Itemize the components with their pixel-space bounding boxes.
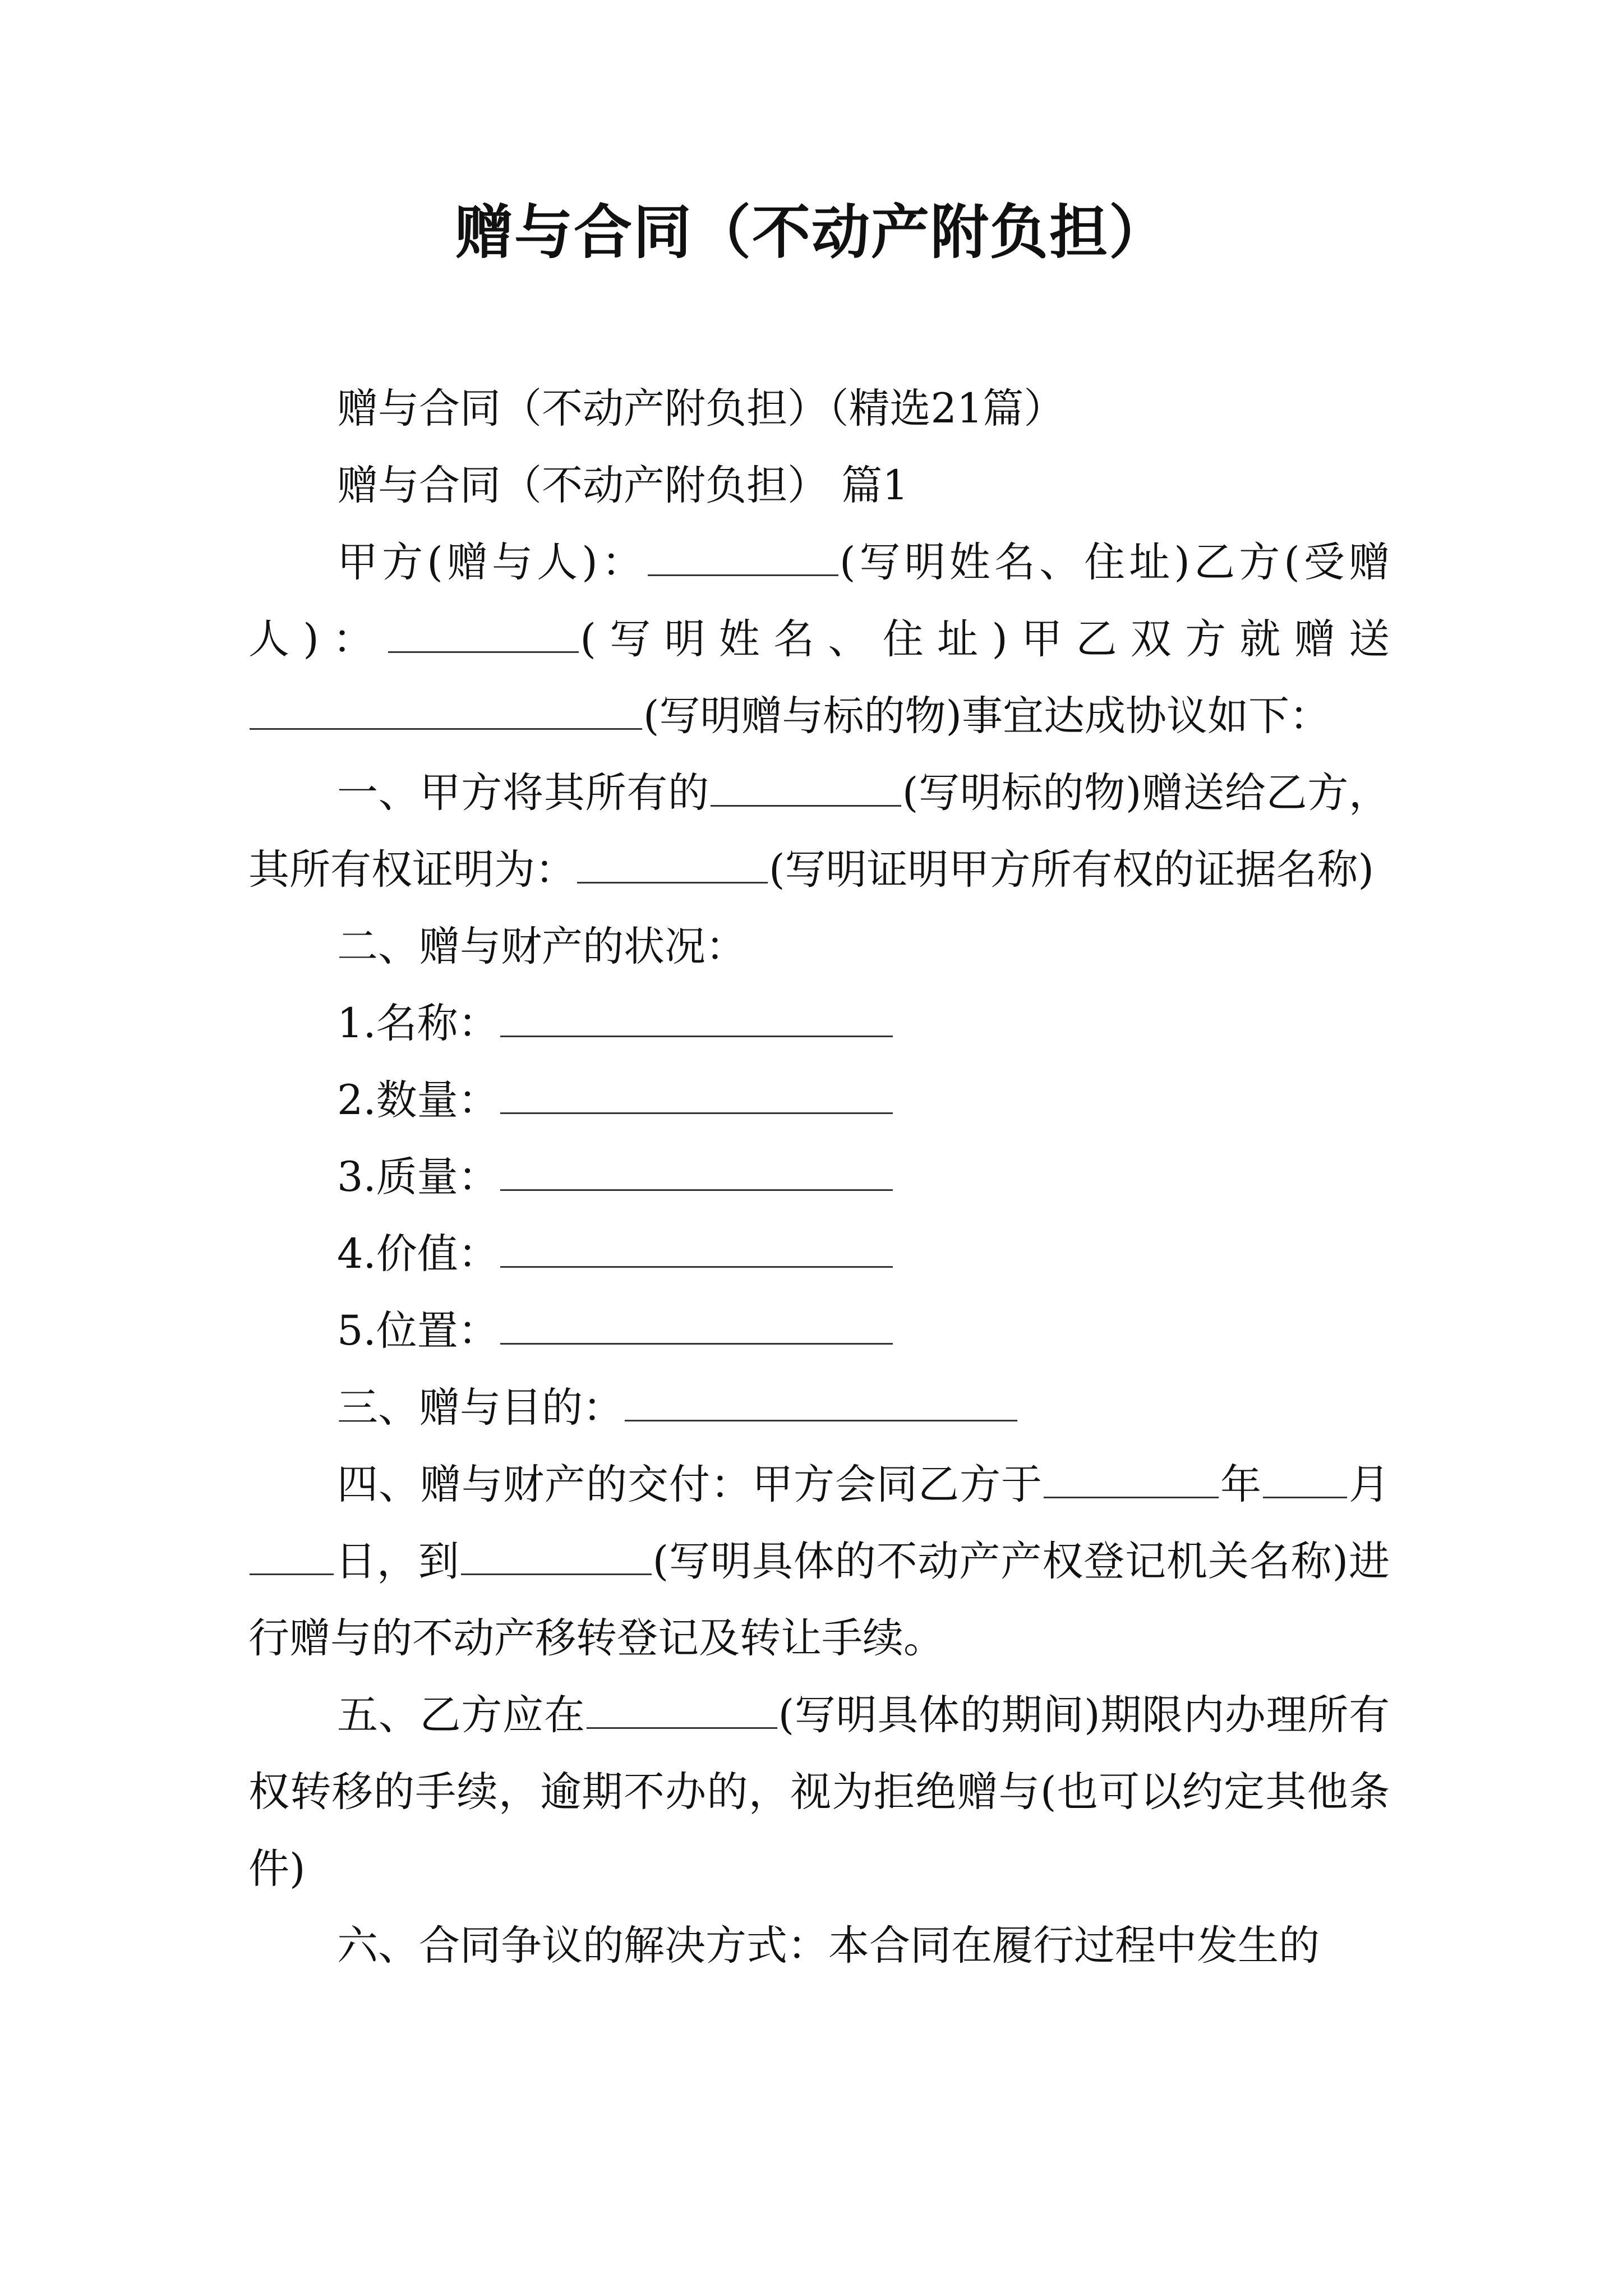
blank-line (1263, 1496, 1347, 1498)
item-name (248, 985, 1390, 1062)
p4-text-c: 月 (1348, 1461, 1390, 1508)
blank-line (1044, 1496, 1219, 1498)
blank-line (711, 804, 901, 807)
blank-line (500, 1342, 893, 1345)
blank-line (577, 881, 768, 884)
subtitle: 赠与合同（不动产附负担）（精选21篇） (337, 385, 1065, 432)
item-value (248, 1216, 1390, 1292)
blank-line (461, 1573, 652, 1575)
document-title: 赠与合同（不动产附负担） (454, 197, 1168, 266)
parties-text-c: (写明姓名、住址)甲乙双方就赠送 (580, 615, 1390, 663)
item-name-label: 1.名称： (337, 1000, 499, 1047)
blank-line (250, 1573, 334, 1575)
paragraph-6: 六、合同争议的解决方式：本合同在履行过程中发生的 (337, 1922, 1320, 1970)
p4-text-e: (写明具体的不动产产权登记机关名称)进行赠与的不动产移转登记及转让手续。 (248, 1538, 1390, 1662)
item-quality (248, 1139, 1390, 1216)
p5-text-b: (写明具体的期间)期限内办理所有权转移的手续，逾期不办的，视为拒绝赠与(也可以约定其他条件) (248, 1691, 1390, 1893)
p4-text-b: 年 (1220, 1461, 1262, 1508)
blank-line (500, 1189, 893, 1191)
blank-line (500, 1035, 893, 1037)
parties-text-b: (写明姓名、住址)乙方(受赠人)： (248, 539, 1390, 663)
parties-text-a: 甲方(赠与人)： (337, 539, 647, 586)
blank-line (648, 574, 838, 576)
p3-label: 三、赠与目的： (337, 1384, 624, 1432)
p5-text-a: 五、乙方应在 (337, 1691, 585, 1739)
p4-text-d: 日，到 (335, 1538, 460, 1585)
item-value-label: 4.价值： (337, 1230, 499, 1278)
blank-line (500, 1266, 893, 1268)
blank-line (388, 651, 579, 653)
section-heading: 赠与合同（不动产附负担） 篇1 (337, 462, 909, 509)
document-body (248, 370, 1390, 1984)
p1-text-c: (写明证明甲方所有权的证据名称) (769, 846, 1374, 894)
blank-line (250, 728, 642, 730)
p4-text-a: 四、赠与财产的交付：甲方会同乙方于 (337, 1461, 1043, 1508)
paragraph-3 (248, 1369, 1390, 1446)
item-quality-label: 3.质量： (337, 1153, 499, 1201)
paragraph-1 (248, 754, 1390, 908)
paragraph-4 (248, 1446, 1390, 1677)
blank-line (625, 1419, 1017, 1421)
blank-line (587, 1727, 777, 1729)
p1-text-b: (写明标的物)赠送给乙方，其所有权证明为： (248, 769, 1390, 894)
paragraph-5 (248, 1677, 1390, 1907)
blank-line (500, 1112, 893, 1114)
parties-text-d: (写明赠与标的物)事宜达成协议如下： (643, 692, 1330, 740)
p1-text-a: 一、甲方将其所有的 (337, 769, 709, 817)
paragraph-2: 二、赠与财产的状况： (337, 923, 746, 970)
item-location (248, 1292, 1390, 1369)
item-quantity-label: 2.数量： (337, 1076, 499, 1124)
item-quantity (248, 1062, 1390, 1139)
item-location-label: 5.位置： (337, 1307, 499, 1355)
paragraph-parties (248, 524, 1390, 754)
